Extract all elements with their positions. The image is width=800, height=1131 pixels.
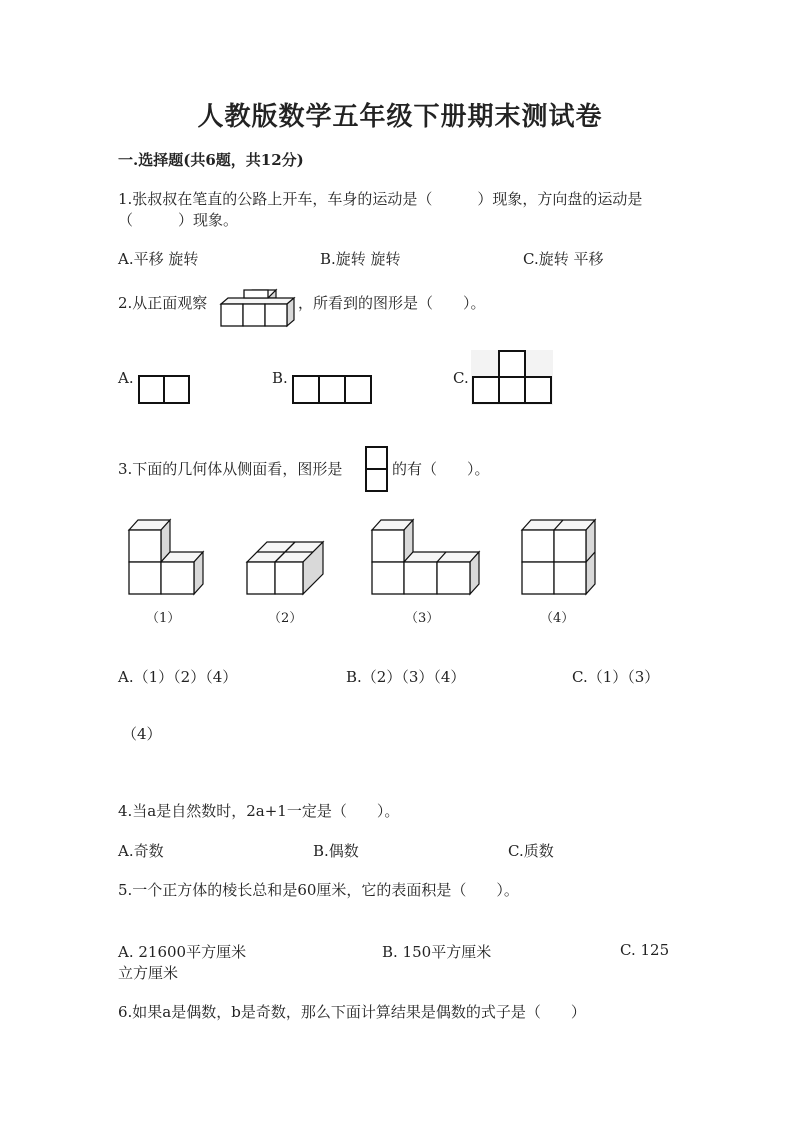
question-3-target-view-figure [365, 446, 389, 494]
question-2-option-b-figure [292, 375, 372, 405]
question-5-option-c: C. 125 [620, 941, 670, 959]
section-heading: 一.选择题(共6题，共12分) [118, 151, 304, 169]
question-5-text: 5.一个正方体的棱长总和是60厘米，它的表面积是（ ）。 [118, 881, 519, 899]
question-3-option-c: C.（1）（3） [572, 668, 660, 686]
question-4-option-c: C.质数 [508, 842, 554, 860]
question-4-option-a: A.奇数 [118, 842, 164, 860]
question-1-option-b: B.旋转 旋转 [320, 250, 401, 268]
question-1-option-a: A.平移 旋转 [118, 250, 199, 268]
question-3-figure-3-label: （3） [405, 611, 440, 626]
question-2-option-a: A. [118, 369, 134, 387]
question-5-option-b: B. 150平方厘米 [382, 943, 492, 961]
question-3-figure-4 [519, 518, 599, 596]
question-2-option-b: B. [272, 369, 288, 387]
question-5-option-a: A. 21600平方厘米 [118, 943, 247, 961]
question-4-text: 4.当a是自然数时，2a+1一定是（ ）。 [118, 802, 400, 820]
page-title: 人教版数学五年级下册期末测试卷 [197, 102, 603, 132]
question-3-figure-3 [369, 518, 483, 596]
question-1-option-c: C.旋转 平移 [523, 250, 604, 268]
question-3-option-a: A.（1）（2）（4） [118, 668, 238, 686]
question-2-text-start: 2.从正面观察 [118, 294, 208, 312]
question-2-cube-stack-figure [218, 288, 296, 328]
question-3-figure-1 [126, 518, 208, 596]
question-2-option-a-figure [138, 375, 192, 405]
question-2-text-end: ，所看到的图形是（ ）。 [298, 294, 486, 312]
question-3-figure-2 [245, 540, 325, 596]
question-1-line-2: （ ）现象。 [118, 211, 239, 229]
question-3-text-end: 的有（ ）。 [392, 460, 490, 478]
question-3-option-c-wrap: （4） [122, 725, 162, 743]
question-1-line-1: 1.张叔叔在笔直的公路上开车，车身的运动是（ ）现象，方向盘的运动是 [118, 190, 643, 208]
question-2-option-c-figure [471, 350, 553, 405]
question-3-figure-1-label: （1） [146, 611, 181, 626]
question-4-option-b: B.偶数 [313, 842, 359, 860]
question-3-figure-2-label: （2） [268, 611, 303, 626]
question-3-figure-4-label: （4） [540, 611, 575, 626]
question-3-text-start: 3.下面的几何体从侧面看，图形是 [118, 460, 343, 478]
question-3-option-b: B.（2）（3）（4） [346, 668, 466, 686]
question-5-option-c-wrap: 立方厘米 [118, 964, 179, 982]
question-2-option-c: C. [453, 369, 469, 387]
question-6-text: 6.如果a是偶数，b是奇数，那么下面计算结果是偶数的式子是（ ） [118, 1003, 586, 1021]
